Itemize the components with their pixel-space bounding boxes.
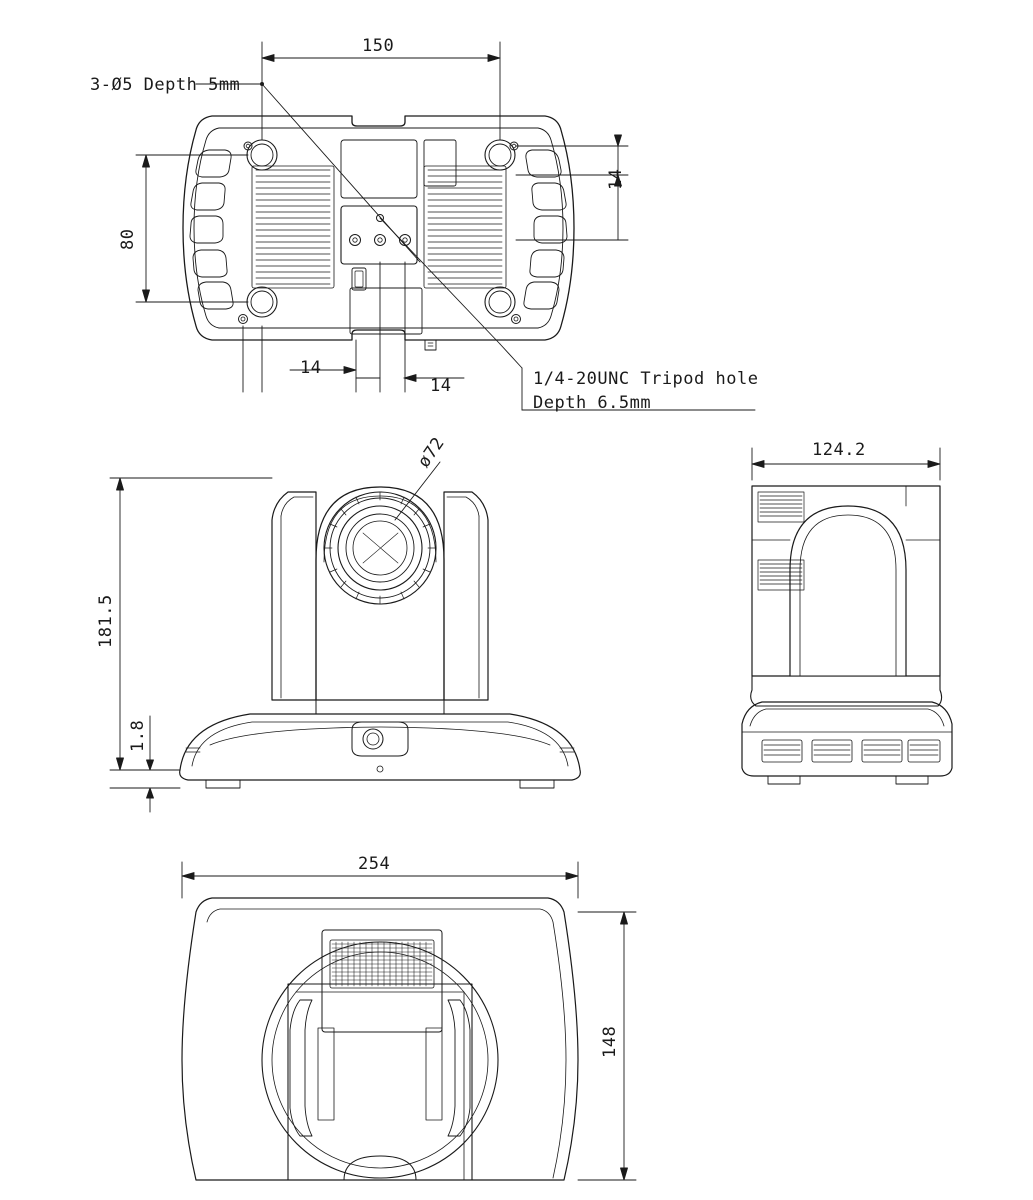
dimension-124-2: 124.2 <box>812 440 866 460</box>
top-view-geometry <box>182 898 578 1180</box>
front-view-geometry <box>180 487 581 788</box>
front-view-dimensions <box>110 462 440 812</box>
bottom-view-geometry <box>183 116 574 350</box>
bottom-view-leaders <box>196 82 755 410</box>
dimension-lens-diameter: ø72 <box>414 433 449 472</box>
top-view-dimensions <box>182 862 636 1180</box>
dimension-150: 150 <box>362 36 395 56</box>
dimension-14-right: 14 <box>606 168 626 190</box>
dimension-80: 80 <box>118 228 138 250</box>
dimension-14-left: 14 <box>300 358 322 378</box>
tripod-hole-note-line2: Depth 6.5mm <box>533 393 652 413</box>
side-view-geometry <box>742 486 952 784</box>
tripod-hole-note-line1: 1/4-20UNC Tripod hole <box>533 369 759 389</box>
dimension-14-center: 14 <box>430 376 452 396</box>
dimension-181-5: 181.5 <box>96 594 116 648</box>
dimension-1-8: 1.8 <box>128 719 148 752</box>
mounting-holes-note: 3-Ø5 Depth 5mm <box>90 75 241 95</box>
dimension-254: 254 <box>358 854 391 874</box>
dimension-148: 148 <box>600 1025 620 1058</box>
